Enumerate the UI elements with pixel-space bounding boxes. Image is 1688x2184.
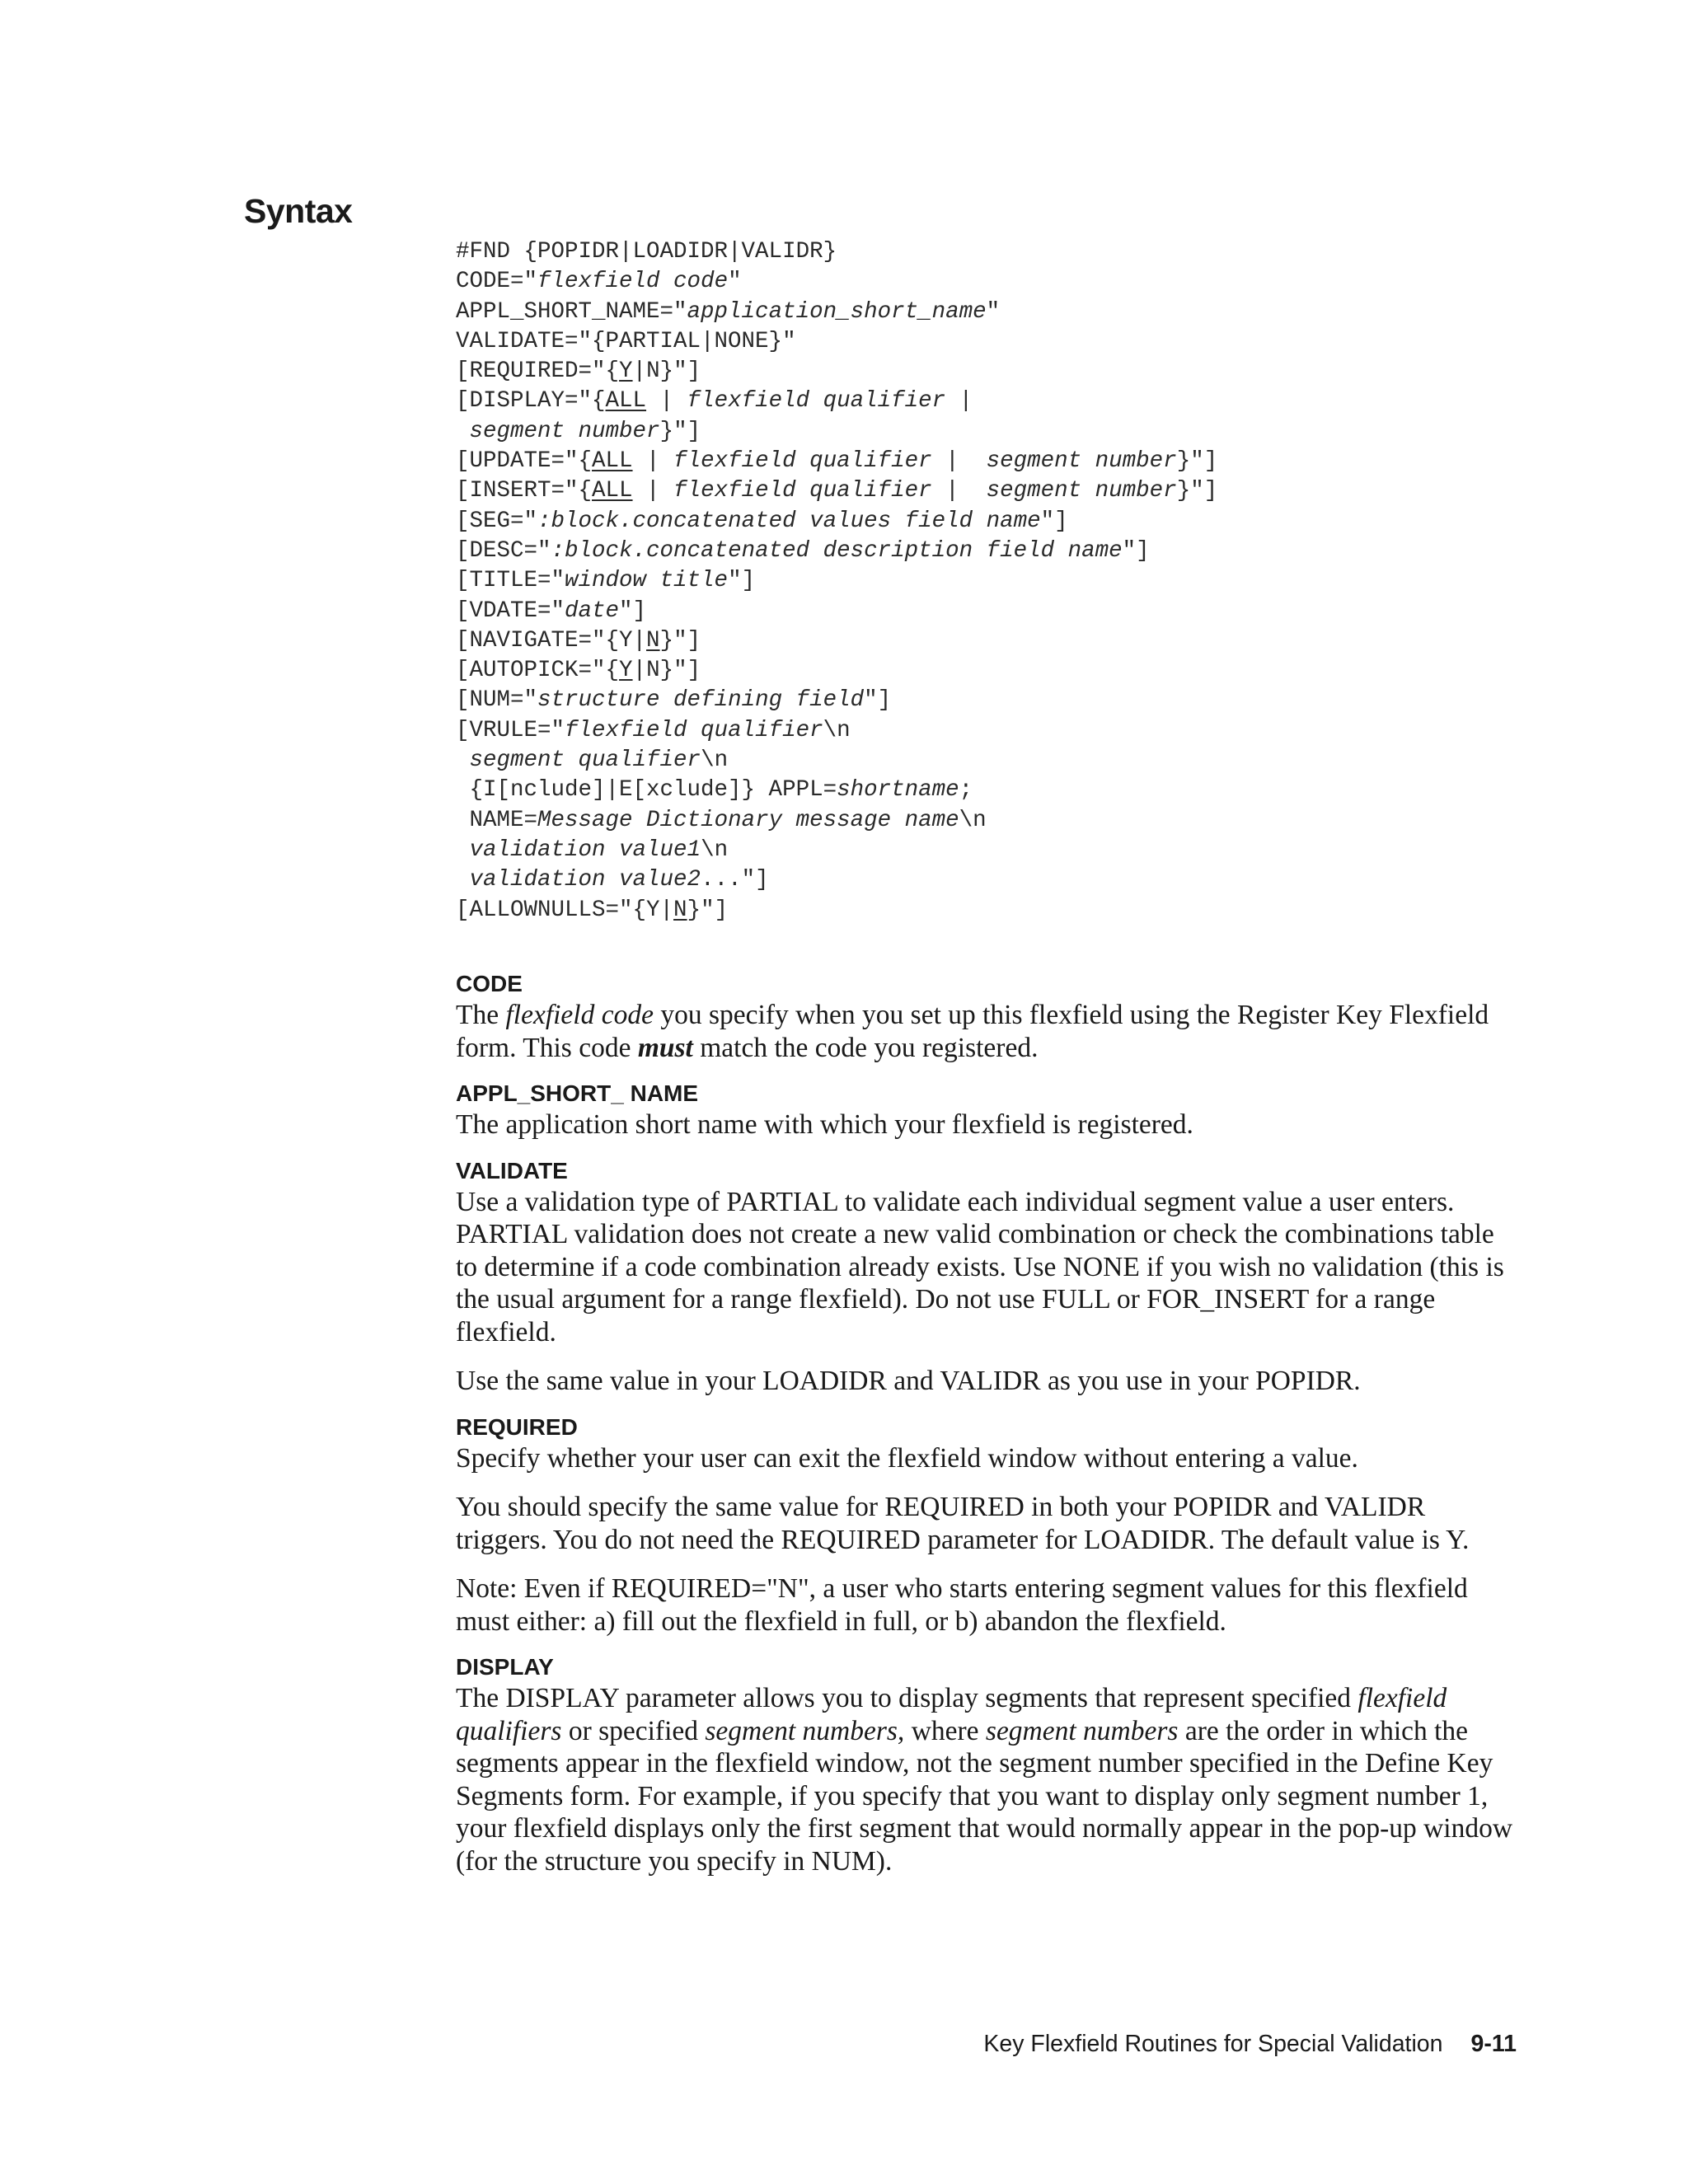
code-line: CODE="flexfield code" (456, 269, 742, 295)
code-line: segment number}"] (469, 418, 701, 444)
param-display (456, 1652, 1521, 1877)
param-description: The DISPLAY parameter allows you to display segments that represent specified flexfield qualifiers or specified segment numbers, where segment numbers are the order in which the segments appear in the flexfield window, not the segment number specified in the Define Key Segments form. For example, if you specify that you want to display only segment number 1, your flexfield displays only the first segment that would normally appear in the pop-up window (for the structure you specify in NUM). (456, 1683, 1513, 1877)
code-line: [VDATE="date"] (456, 598, 647, 624)
page-footer (983, 2029, 1517, 2059)
code-line: [INSERT="{ALL | flexfield qualifier | segment number}"] (456, 478, 1218, 504)
code-line: {I[nclude]|E[xclude]} APPL=shortname; (456, 777, 973, 804)
param-code (456, 969, 1521, 1064)
code-line: APPL_SHORT_NAME="application_short_name" (456, 298, 1001, 325)
param-name: REQUIRED (456, 1413, 578, 1440)
code-line: segment qualifier\n (469, 748, 729, 774)
syntax-code-block (456, 237, 1217, 926)
code-line: #FND {POPIDR|LOADIDR|VALIDR} (456, 239, 837, 265)
param-name: DISPLAY (456, 1654, 554, 1680)
code-line: [SEG=":block.concatenated values field name"] (456, 508, 1068, 534)
param-description: The flexfield code you specify when you set up this flexfield using the Register Key Flexfield form. This code must match the code you registered. (456, 1000, 1489, 1063)
param-description: The application short name with which your flexfield is registered. (456, 1109, 1193, 1140)
param-required (456, 1413, 1521, 1638)
code-line: [AUTOPICK="{Y|N}"] (456, 658, 701, 684)
code-line: VALIDATE="{PARTIAL|NONE}" (456, 328, 796, 354)
code-line: [UPDATE="{ALL | flexfield qualifier | segment number}"] (456, 448, 1218, 475)
code-line: [NAVIGATE="{Y|N}"] (456, 627, 701, 654)
param-description: Use a validation type of PARTIAL to validate each individual segment value a user enters. PARTIAL validation does not create a new valid combination or check the combinations table to determine if a code combination already exists. Use NONE if you wish no validation (this is the usual argument for a range flexfield). Do not use FULL or FOR_INSERT for a range flexfield. (456, 1186, 1504, 1347)
page-number: 9-11 (1470, 2031, 1517, 2057)
param-name: APPL_SHORT_ NAME (456, 1080, 699, 1106)
code-line: [ALLOWNULLS="{Y|N}"] (456, 897, 729, 923)
code-line: [REQUIRED="{Y|N}"] (456, 359, 701, 385)
param-note: Note: Even if REQUIRED="N", a user who starts entering segment values for this flexfield must either: a) fill out the flexfield in full, or b) abandon the flexfield. (456, 1573, 1468, 1637)
code-line: [DESC=":block.concatenated description field name"] (456, 537, 1150, 564)
param-appl-short-name (456, 1079, 1521, 1141)
param-validate (456, 1156, 1521, 1398)
param-description: You should specify the same value for REQUIRED in both your POPIDR and VALIDR triggers. You do not need the REQUIRED parameter for LOADIDR. The default value is Y. (456, 1492, 1470, 1555)
code-line: [DISPLAY="{ALL | flexfield qualifier | (456, 388, 973, 415)
code-line: [TITLE="window title"] (456, 568, 756, 594)
parameter-list (456, 969, 1521, 1877)
footer-title: Key Flexfield Routines for Special Validation (983, 2031, 1443, 2057)
section-heading: Syntax (244, 192, 353, 230)
code-line: [NUM="structure defining field"] (456, 687, 892, 714)
param-name: CODE (456, 971, 523, 996)
code-line: NAME=Message Dictionary message name\n (456, 807, 987, 833)
code-line: [VRULE="flexfield qualifier\n (456, 717, 851, 743)
param-description: Use the same value in your LOADIDR and VALIDR as you use in your POPIDR. (456, 1366, 1361, 1396)
code-line: validation value1\n (469, 837, 729, 863)
param-description: Specify whether your user can exit the flexfield window without entering a value. (456, 1442, 1358, 1474)
param-name: VALIDATE (456, 1157, 568, 1183)
code-line: validation value2..."] (469, 867, 769, 893)
